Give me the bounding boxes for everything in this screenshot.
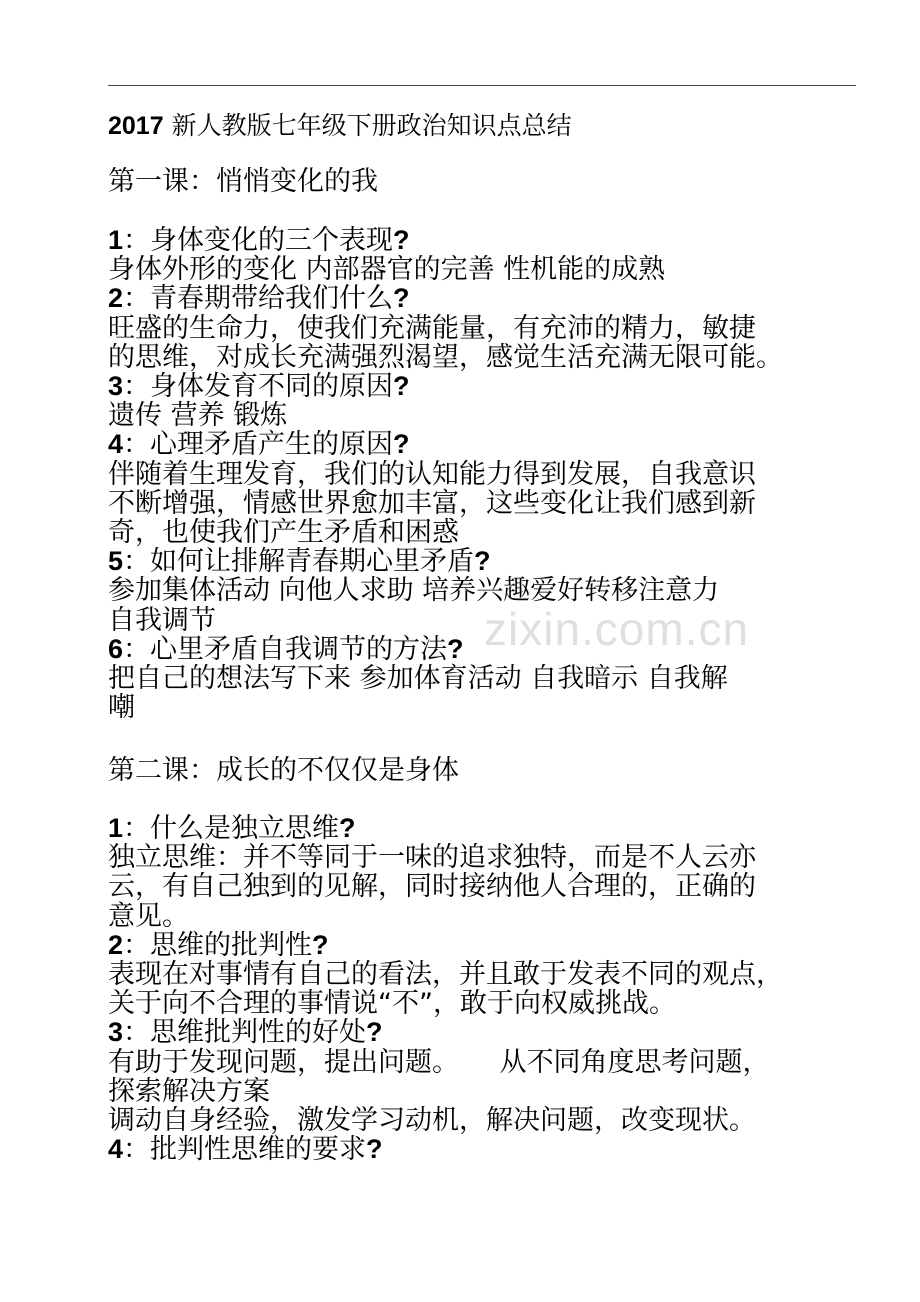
question-mark: ? xyxy=(474,546,491,577)
question-mark: ? xyxy=(312,929,329,960)
question-line xyxy=(108,226,853,255)
lesson-1-heading: 第一课：悄悄变化的我 xyxy=(108,166,378,197)
question-line xyxy=(108,547,853,576)
document-title xyxy=(108,110,572,142)
question-mark: ? xyxy=(393,283,410,314)
question-mark: ? xyxy=(393,429,410,460)
document-title-year: 2017 xyxy=(108,112,164,140)
answer-line: 表现在对事情有自己的看法，并且敢于发表不同的观点， xyxy=(108,959,783,991)
question-line xyxy=(108,1018,853,1047)
question-text: ：身体发育不同的原因 xyxy=(123,371,394,403)
answer-line: 遗传 营养 锻炼 xyxy=(108,400,288,432)
answer-line: 奇，也使我们产生矛盾和困惑 xyxy=(108,517,459,549)
question-text: ：身体变化的三个表现 xyxy=(123,225,394,256)
document-title-text: 新人教版七年级下册政治知识点总结 xyxy=(171,111,572,140)
question-number: 3 xyxy=(108,1017,124,1048)
question-mark: ? xyxy=(393,225,410,255)
question-mark: ? xyxy=(339,813,356,843)
lesson-1-content xyxy=(108,226,853,722)
lesson-2-content xyxy=(108,814,853,1164)
question-number: 1 xyxy=(108,813,124,843)
question-number: 6 xyxy=(108,633,124,664)
question-text: ：如何让排解青春期心里矛盾 xyxy=(123,546,475,578)
question-number: 2 xyxy=(108,929,124,960)
question-mark: ? xyxy=(447,633,464,664)
answer-line: 自我调节 xyxy=(108,604,216,636)
question-line xyxy=(108,284,853,313)
answer-line: 探索解决方案 xyxy=(108,1075,270,1107)
answer-line: 参加集体活动 向他人求助 培养兴趣爱好转移注意力 xyxy=(108,575,720,607)
question-text: ：思维批判性的好处 xyxy=(123,1017,367,1049)
answer-line: 调动自身经验，激发学习动机，解决问题，改变现状。 xyxy=(108,1105,756,1137)
question-text: ：思维的批判性 xyxy=(123,929,313,961)
question-line xyxy=(108,1135,853,1164)
answer-line: 嘲 xyxy=(108,692,135,724)
answer-line: 有助于发现问题，提出问题。 从不同角度思考问题， xyxy=(108,1046,770,1078)
question-line xyxy=(108,635,853,664)
question-text: ：批判性思维的要求 xyxy=(123,1134,367,1166)
question-mark: ? xyxy=(366,1134,383,1165)
question-mark: ? xyxy=(393,371,410,402)
question-number: 2 xyxy=(108,283,124,314)
question-mark: ? xyxy=(366,1017,383,1048)
answer-line: 把自己的想法写下来 参加体育活动 自我暗示 自我解 xyxy=(108,663,728,695)
question-text: ：青春期带给我们什么 xyxy=(123,283,394,315)
question-text: ：什么是独立思维 xyxy=(123,813,340,844)
question-number: 4 xyxy=(108,1134,124,1165)
question-number: 3 xyxy=(108,371,124,402)
question-text: ：心理矛盾产生的原因 xyxy=(123,429,394,461)
question-number: 5 xyxy=(108,546,124,577)
question-line xyxy=(108,372,853,401)
answer-line: 意见。 xyxy=(108,900,189,932)
question-number: 1 xyxy=(108,225,124,255)
question-number: 4 xyxy=(108,429,124,460)
answer-line: 旺盛的生命力，使我们充满能量，有充沛的精力，敏捷 xyxy=(108,312,756,344)
answer-line: 伴随着生理发育，我们的认知能力得到发展，自我意识 xyxy=(108,458,756,490)
question-line xyxy=(108,430,853,459)
answer-line: 关于向不合理的事情说“不”，敢于向权威挑战。 xyxy=(108,988,676,1020)
answer-line: 独立思维：并不等同于一味的追求独特，而是不人云亦 xyxy=(108,842,756,874)
question-line xyxy=(108,814,853,843)
question-text: ：心里矛盾自我调节的方法 xyxy=(123,633,448,665)
answer-line: 不断增强，情感世界愈加丰富，这些变化让我们感到新 xyxy=(108,487,756,519)
answer-line: 身体外形的变化 内部器官的完善 性机能的成熟 xyxy=(108,254,666,286)
lesson-2-heading: 第二课：成长的不仅仅是身体 xyxy=(108,755,459,786)
question-line xyxy=(108,931,853,960)
watermark: zixin.com.cn xyxy=(484,603,750,655)
header-rule xyxy=(108,85,856,86)
answer-line: 的思维，对成长充满强烈渴望，感觉生活充满无限可能。 xyxy=(108,341,783,373)
answer-line: 云，有自己独到的见解，同时接纳他人合理的，正确的 xyxy=(108,871,756,903)
